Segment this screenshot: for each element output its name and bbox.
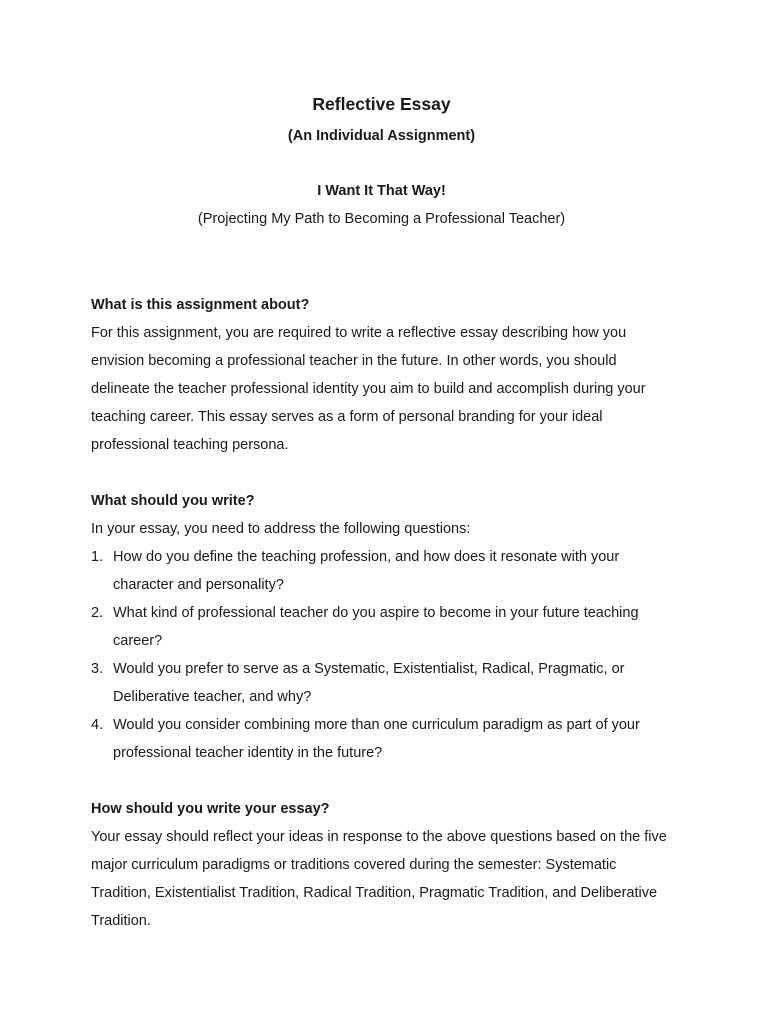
list-item-number: 4.: [91, 717, 104, 733]
list-item-text: How do you define the teaching profession, and how does it resonate with your character and personality?: [113, 549, 620, 593]
section-heading-about: What is this assignment about?: [91, 297, 310, 313]
list-item: [91, 599, 672, 655]
section-body-how-to-write: Your essay should reflect your ideas in response to the above questions based on the five major curriculum paradigms or traditions covered during the semester: Systematic Tradition, Existentialist Tradition, Radical Tradition, Pragmatic Tradition, and Deliberative Tradition.: [91, 829, 667, 929]
list-item: [91, 543, 672, 599]
section-intro-what-to-write: In your essay, you need to address the following questions:: [91, 521, 471, 537]
list-item-text: Would you consider combining more than one curriculum paradigm as part of your professional teacher identity in the future?: [113, 717, 640, 761]
document-title: Reflective Essay: [312, 94, 451, 114]
section-how-to-write: [91, 795, 672, 935]
document-subtitle: (An Individual Assignment): [287, 128, 476, 144]
list-item-number: 2.: [91, 605, 104, 621]
section-about: [91, 291, 672, 459]
list-item: [91, 655, 672, 711]
section-heading-how-to-write: How should you write your essay?: [91, 801, 330, 817]
list-item-number: 1.: [91, 549, 104, 565]
essay-subtitle: (Projecting My Path to Becoming a Professional Teacher): [197, 211, 566, 227]
section-what-to-write: [91, 487, 672, 767]
section-body-about: For this assignment, you are required to write a reflective essay describing how you envision becoming a professional teacher in the future. In other words, you should delineate the teacher professional identity you aim to build and accomplish during your teaching career. This essay serves as a form of personal branding for your ideal professional teaching persona.: [91, 325, 646, 453]
list-item: [91, 711, 672, 767]
list-item-text: What kind of professional teacher do you aspire to become in your future teaching career?: [113, 605, 639, 649]
essay-title: I Want It That Way!: [317, 183, 446, 199]
list-item-text: Would you prefer to serve as a Systematic, Existentialist, Radical, Pragmatic, or Deliberative teacher, and why?: [113, 661, 625, 705]
section-heading-what-to-write: What should you write?: [91, 493, 255, 509]
questions-list: [91, 543, 672, 767]
list-item-number: 3.: [91, 661, 104, 677]
